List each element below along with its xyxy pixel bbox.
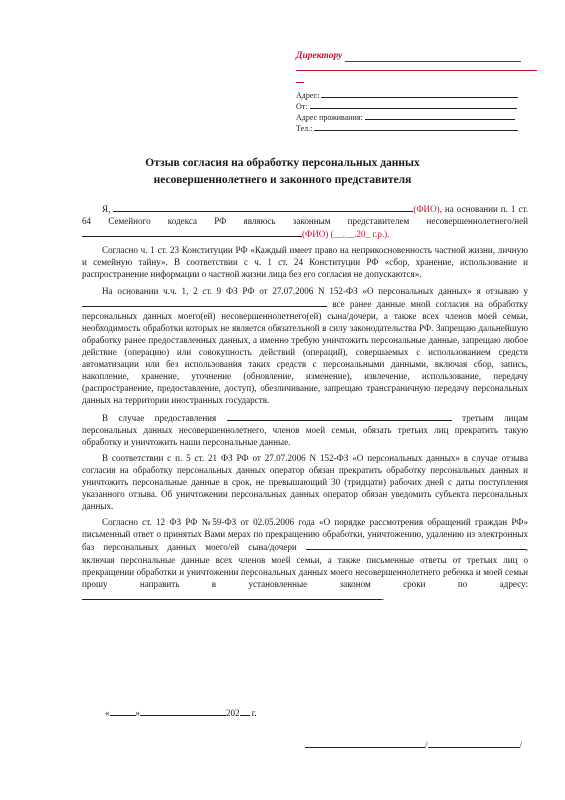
director-line-2[interactable] xyxy=(296,70,537,71)
residence-label: Адрес проживания: xyxy=(296,113,363,122)
year-prefix: 202 xyxy=(226,708,240,718)
birth-date-hint: (__.__.20_ г.р.). xyxy=(330,229,390,240)
response-text-c: . xyxy=(382,591,385,602)
representative-text: , на основании п. 1 ст. 64 Семейного кодекса РФ являюсь законным представителем несовершеннолетнего/ней xyxy=(82,204,528,227)
revocation-text-b: все ранее данные мной согласия на обработку персональных данных моего(ей) несовершеннолетнего(ей) сына/дочери, а также всех членов моей семьи, необходимость обработки которых не является обязательной в силу законодательства РФ. Запрещаю дальнейшую обработку ранее предоставленных данных, а именно требую уничтожить персональные данные, запрещаю любое действие (операцию) или совокупность действий (операций), совершаемых с использованием средств автоматизации или без использования таких средств с персональными данными, включая сбор, запись, накопление, хранение, уточнение (обновление, изменение), извлечение, использование, передачу (распространение, предоставление, доступ), обезличивание, запрещаю трансграничную передачу персональных данных на территории иностранных государств. xyxy=(82,298,529,406)
signature-field[interactable] xyxy=(305,738,425,748)
director-name-field[interactable] xyxy=(345,51,521,62)
quote-open: « xyxy=(105,708,110,718)
revocation-text-a: На основании ч.ч. 1, 2 ст. 9 ФЗ РФ от 27.07.2006 N 152-ФЗ «О персональных данных» я отзываю у xyxy=(102,285,528,296)
child-name-field[interactable] xyxy=(306,540,526,550)
title-line-1: Отзыв согласия на обработку персональных данных xyxy=(145,157,420,169)
from-field[interactable] xyxy=(310,100,517,109)
representative-name-field[interactable] xyxy=(113,202,413,212)
document-body xyxy=(82,202,528,607)
phone-label: Тел.: xyxy=(296,124,313,133)
signature-slash-1: / xyxy=(425,740,428,750)
signature-line xyxy=(305,738,522,750)
addressee-block xyxy=(296,50,521,62)
paragraph-constitution: Согласно ч. 1 ст. 23 Конституции РФ «Каждый имеет право на неприкосновенность частной жизни, личную и семейную тайну». В соответствии с ч. 1 ст. 24 Конституции РФ «сбор, хранение, использование и распространение информации о частной жизни лица без его согласия не допускаются». xyxy=(82,245,528,280)
document-title xyxy=(0,155,565,189)
quote-close: » xyxy=(135,708,140,718)
third-parties-text-a: В случае предоставления xyxy=(102,412,217,423)
title-line-2: несовершеннолетнего и законного представителя xyxy=(153,174,412,186)
month-field[interactable] xyxy=(140,706,226,716)
paragraph-response xyxy=(82,516,528,603)
fio-hint-1: (ФИО) xyxy=(413,204,440,214)
fio-hint-2: (ФИО) xyxy=(302,229,329,240)
third-parties-text-b: третьим лицам персональных данных несовершеннолетнего, членов моей семьи, обязать третьих лиц прекратить такую обработку и уничтожить наши персональные данные. xyxy=(82,412,529,447)
paragraph-destruction: В соответствии с п. 5 ст. 21 ФЗ РФ от 27.07.2006 N 152-ФЗ «О персональных данных» в случае отзыва согласия на обработку персональных данных оператор обязан прекратить обработку персональных данных и уничтожить персональные данные в срок, не превышающий 30 (тридцати) рабочих дней с даты поступления указанного отзыва. Об уничтожении персональных данных оператор обязан уведомить субъекта персональных данных. xyxy=(82,452,528,512)
year-suffix: г. xyxy=(251,708,257,718)
address-field[interactable] xyxy=(321,89,518,98)
paragraph-third-parties xyxy=(82,411,528,448)
phone-field[interactable] xyxy=(314,122,518,131)
response-text-b: , включая персональные данные всех членов моей семьи, а также письменные ответы от третьих лиц о прекращении обработки и уничтожении персональных данных моего несовершеннолетнего ребенка и моей семьи прошу направить в установленные законом сроки по адресу: xyxy=(82,542,529,589)
date-line xyxy=(105,706,257,718)
from-label: От: xyxy=(296,102,308,111)
pronoun-text: Я, xyxy=(102,204,111,214)
day-field[interactable] xyxy=(110,706,136,716)
minor-name-field[interactable] xyxy=(82,227,302,237)
signature-name-field[interactable] xyxy=(428,738,520,748)
year-field[interactable] xyxy=(240,706,250,716)
address-label: Адрес: xyxy=(296,91,320,100)
response-text-a: Согласно ст. 12 ФЗ РФ №59-ФЗ от 02.05.2006 года «О порядке рассмотрения обращений граждан РФ» письменный ответ о принятых Вами мерах по прекращению обработки, уничтожению, удалению из электронных баз персональных данных моего/ей сына/дочери xyxy=(82,517,528,553)
paragraph-representative xyxy=(82,202,528,240)
director-label: Директору xyxy=(296,51,343,61)
director-line-3[interactable] xyxy=(296,82,304,83)
response-address-field[interactable] xyxy=(82,590,385,602)
phone-row xyxy=(296,122,518,134)
operator-name-field[interactable] xyxy=(82,297,327,307)
paragraph-revocation xyxy=(82,285,528,407)
third-parties-field[interactable] xyxy=(227,411,452,421)
signature-slash-2: / xyxy=(519,740,523,750)
residence-field[interactable] xyxy=(365,111,515,120)
